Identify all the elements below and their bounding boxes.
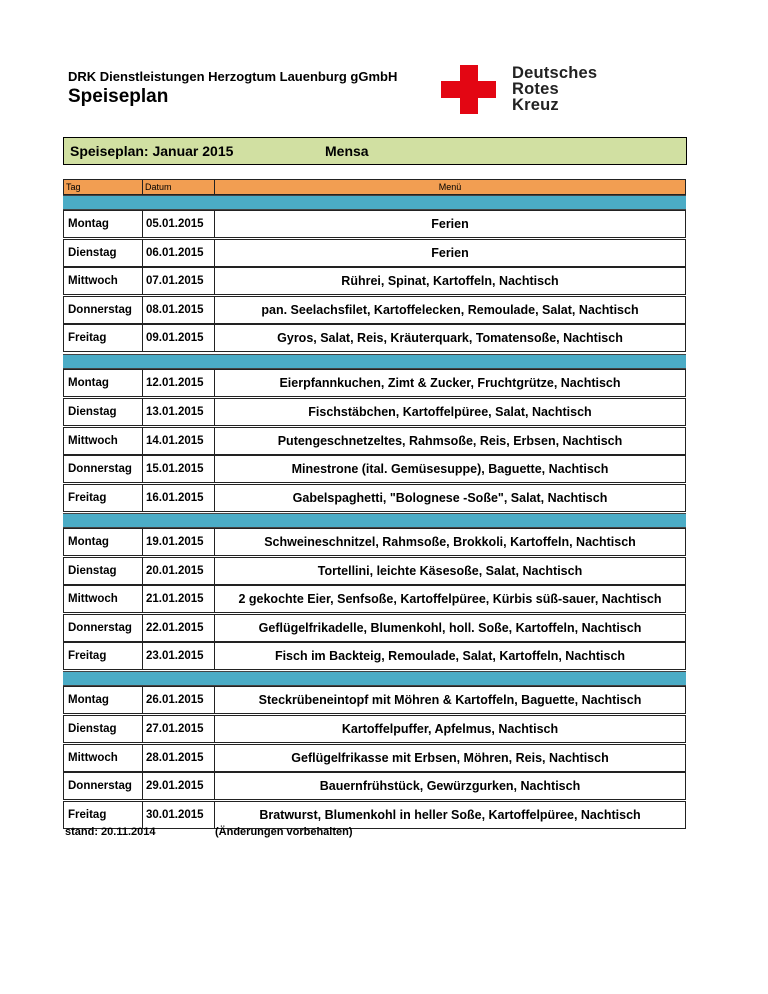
date-cell: 26.01.2015	[142, 686, 214, 714]
banner-month: Speiseplan: Januar 2015	[70, 143, 234, 159]
table-row	[63, 267, 686, 295]
date-cell: 07.01.2015	[142, 267, 214, 295]
date-cell: 22.01.2015	[142, 614, 214, 642]
footer-note: (Änderungen vorbehalten)	[215, 826, 353, 838]
menu-cell: Ferien	[214, 239, 686, 267]
menu-cell: Kartoffelpuffer, Apfelmus, Nachtisch	[214, 715, 686, 743]
day-cell: Dienstag	[63, 239, 142, 267]
day-cell: Mittwoch	[63, 585, 142, 613]
menu-cell: Bauernfrühstück, Gewürzgurken, Nachtisch	[214, 772, 686, 800]
date-cell: 29.01.2015	[142, 772, 214, 800]
day-cell: Montag	[63, 686, 142, 714]
table-row	[63, 455, 686, 483]
day-cell: Dienstag	[63, 557, 142, 585]
table-row	[63, 369, 686, 397]
header-datum: Datum	[142, 179, 215, 195]
table-row	[63, 239, 686, 267]
day-cell: Mittwoch	[63, 744, 142, 772]
date-cell: 30.01.2015	[142, 801, 214, 829]
day-cell: Mittwoch	[63, 267, 142, 295]
table-row	[63, 715, 686, 743]
menu-cell: 2 gekochte Eier, Senfsoße, Kartoffelpüree, Kürbis süß-sauer, Nachtisch	[214, 585, 686, 613]
day-cell: Freitag	[63, 484, 142, 512]
date-cell: 16.01.2015	[142, 484, 214, 512]
table-row	[63, 642, 686, 670]
day-cell: Freitag	[63, 642, 142, 670]
table-row	[63, 398, 686, 426]
date-cell: 05.01.2015	[142, 210, 214, 238]
logo-line-1: Deutsches	[512, 64, 598, 82]
table-row	[63, 210, 686, 238]
table-row	[63, 324, 686, 352]
table-row	[63, 772, 686, 800]
day-cell: Montag	[63, 210, 142, 238]
date-cell: 15.01.2015	[142, 455, 214, 483]
date-cell: 19.01.2015	[142, 528, 214, 556]
day-cell: Dienstag	[63, 398, 142, 426]
day-cell: Donnerstag	[63, 614, 142, 642]
table-row	[63, 296, 686, 324]
header-menu: Menü	[214, 179, 686, 195]
week-separator	[63, 671, 686, 686]
date-cell: 13.01.2015	[142, 398, 214, 426]
organization-name: DRK Dienstleistungen Herzogtum Lauenburg gGmbH	[68, 69, 398, 84]
day-cell: Freitag	[63, 801, 142, 829]
logo-line-3: Kreuz	[512, 96, 559, 114]
table-row	[63, 585, 686, 613]
day-cell: Montag	[63, 369, 142, 397]
date-cell: 06.01.2015	[142, 239, 214, 267]
date-cell: 27.01.2015	[142, 715, 214, 743]
table-row	[63, 484, 686, 512]
week-separator	[63, 195, 686, 210]
date-cell: 09.01.2015	[142, 324, 214, 352]
day-cell: Dienstag	[63, 715, 142, 743]
date-cell: 14.01.2015	[142, 427, 214, 455]
menu-cell: Steckrübeneintopf mit Möhren & Kartoffeln, Baguette, Nachtisch	[214, 686, 686, 714]
day-cell: Freitag	[63, 324, 142, 352]
table-row	[63, 801, 686, 829]
menu-cell: Eierpfannkuchen, Zimt & Zucker, Fruchtgrütze, Nachtisch	[214, 369, 686, 397]
day-cell: Donnerstag	[63, 455, 142, 483]
table-row	[63, 528, 686, 556]
date-cell: 12.01.2015	[142, 369, 214, 397]
date-cell: 20.01.2015	[142, 557, 214, 585]
plan-banner	[63, 137, 687, 165]
date-cell: 08.01.2015	[142, 296, 214, 324]
menu-cell: Bratwurst, Blumenkohl in heller Soße, Kartoffelpüree, Nachtisch	[214, 801, 686, 829]
logo-text	[512, 65, 597, 113]
week-separator	[63, 513, 686, 528]
day-cell: Montag	[63, 528, 142, 556]
menu-cell: Gabelspaghetti, "Bolognese -Soße", Salat, Nachtisch	[214, 484, 686, 512]
menu-cell: Ferien	[214, 210, 686, 238]
menu-cell: Fischstäbchen, Kartoffelpüree, Salat, Nachtisch	[214, 398, 686, 426]
banner-location: Mensa	[325, 143, 369, 159]
menu-cell: Fisch im Backteig, Remoulade, Salat, Kartoffeln, Nachtisch	[214, 642, 686, 670]
menu-cell: Geflügelfrikadelle, Blumenkohl, holl. Soße, Kartoffeln, Nachtisch	[214, 614, 686, 642]
menu-cell: Putengeschnetzeltes, Rahmsoße, Reis, Erbsen, Nachtisch	[214, 427, 686, 455]
date-cell: 28.01.2015	[142, 744, 214, 772]
day-cell: Donnerstag	[63, 296, 142, 324]
day-cell: Donnerstag	[63, 772, 142, 800]
day-cell: Mittwoch	[63, 427, 142, 455]
week-separator	[63, 354, 686, 369]
drk-logo	[441, 65, 641, 115]
menu-cell: Geflügelfrikasse mit Erbsen, Möhren, Reis, Nachtisch	[214, 744, 686, 772]
footer-stand: stand: 20.11.2014	[65, 826, 156, 838]
table-row	[63, 744, 686, 772]
menu-cell: Gyros, Salat, Reis, Kräuterquark, Tomatensoße, Nachtisch	[214, 324, 686, 352]
table-row	[63, 686, 686, 714]
menu-cell: Tortellini, leichte Käsesoße, Salat, Nachtisch	[214, 557, 686, 585]
date-cell: 23.01.2015	[142, 642, 214, 670]
logo-line-2: Rotes	[512, 80, 559, 98]
date-cell: 21.01.2015	[142, 585, 214, 613]
table-row	[63, 614, 686, 642]
table-header	[63, 179, 686, 194]
menu-cell: pan. Seelachsfilet, Kartoffelecken, Remoulade, Salat, Nachtisch	[214, 296, 686, 324]
header-tag: Tag	[63, 179, 143, 195]
table-row	[63, 427, 686, 455]
menu-cell: Minestrone (ital. Gemüsesuppe), Baguette, Nachtisch	[214, 455, 686, 483]
menu-cell: Rührei, Spinat, Kartoffeln, Nachtisch	[214, 267, 686, 295]
red-cross-bar	[441, 81, 496, 98]
menu-cell: Schweineschnitzel, Rahmsoße, Brokkoli, Kartoffeln, Nachtisch	[214, 528, 686, 556]
page-title: Speiseplan	[68, 86, 169, 107]
table-row	[63, 557, 686, 585]
